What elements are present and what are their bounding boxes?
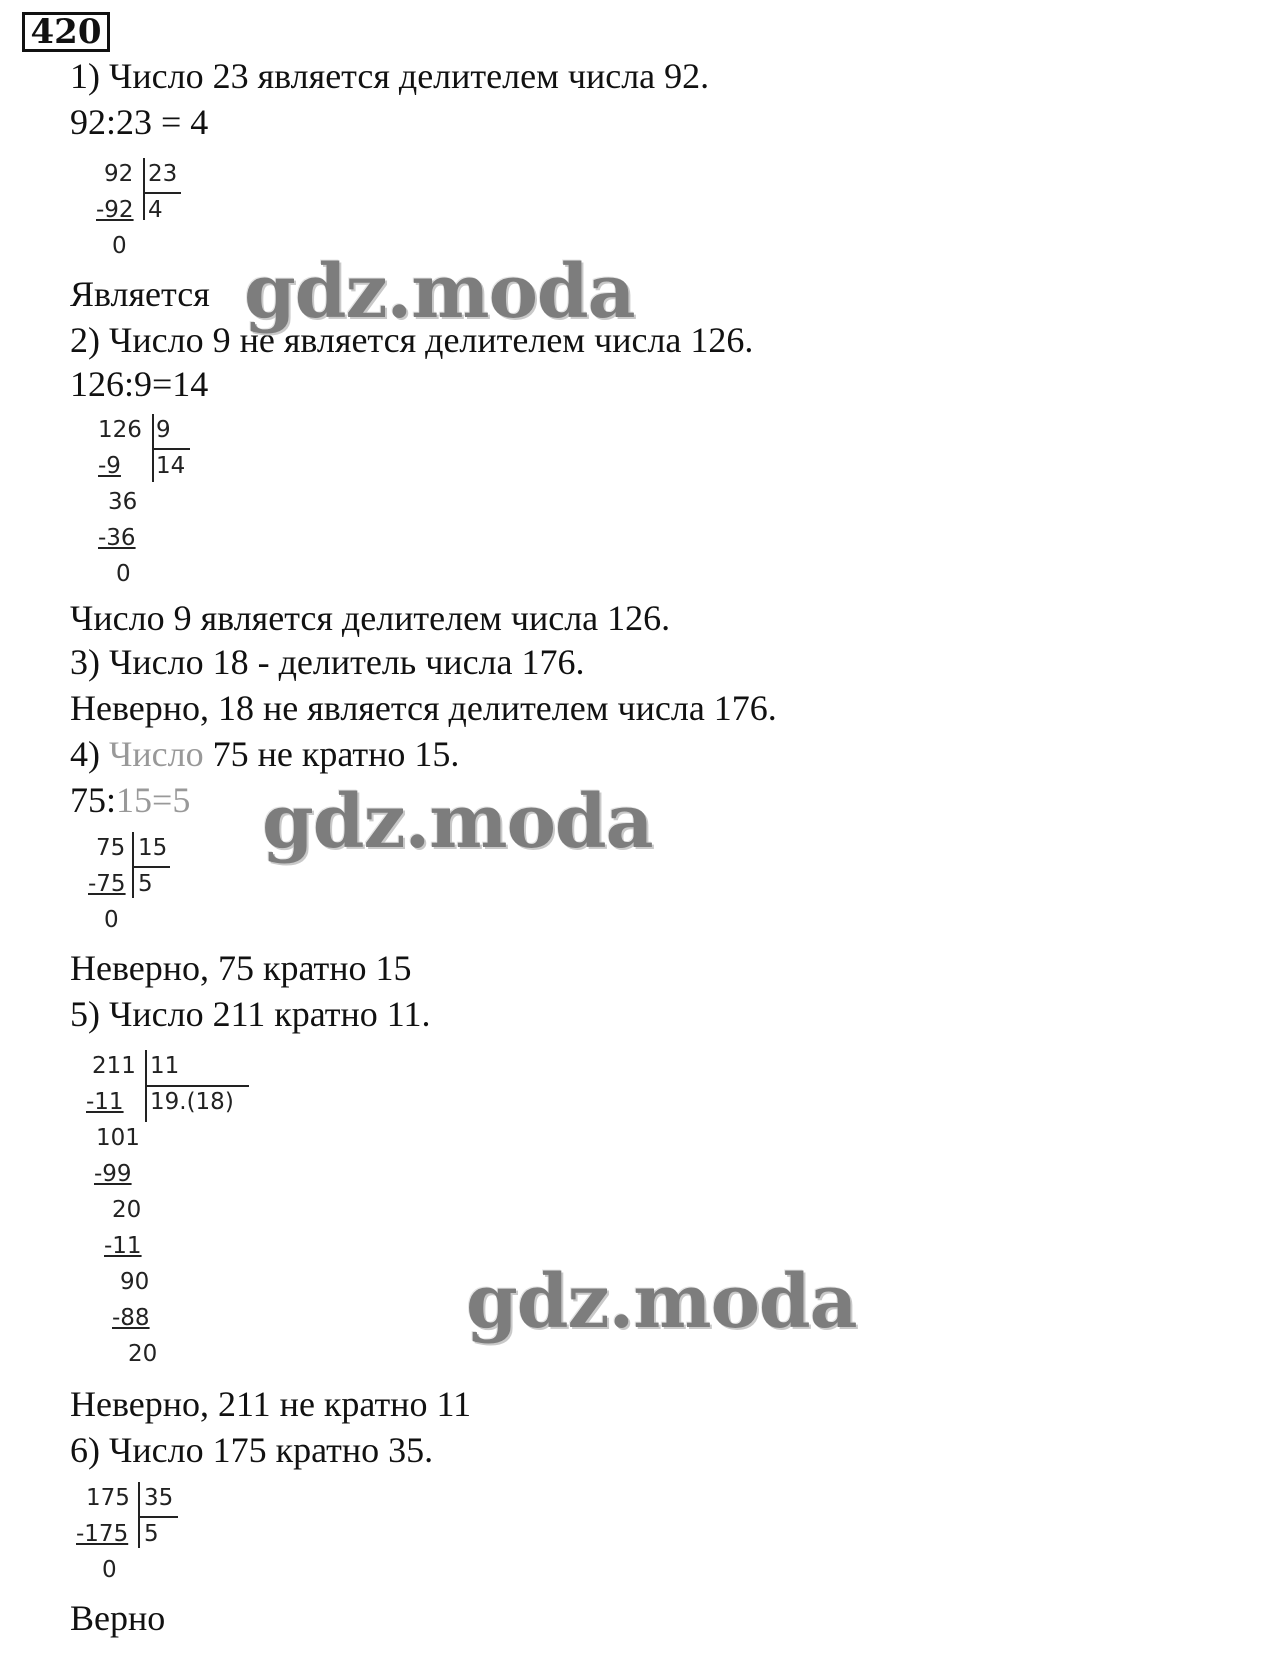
watermark-1: gdz.moda [244,249,635,335]
div5-horizontal-line [145,1085,249,1087]
div4-remainder: 0 [104,907,119,933]
div6-vertical-line [138,1482,140,1548]
watermark-2: gdz.moda [262,779,653,865]
div2-subtrahend-2: -36 [98,525,136,551]
div4-vertical-line [132,832,134,898]
statement-4-prefix: 4) [70,734,109,774]
div1-quotient: 4 [148,197,163,223]
div2-divisor: 9 [156,417,171,443]
equation-1: 92:23 = 4 [70,102,209,142]
div1-horizontal-line [143,192,181,194]
div6-horizontal-line [138,1516,178,1518]
div2-dividend: 126 [98,417,142,443]
equation-4-part-a: 75: [70,780,117,820]
answer-5: Неверно, 211 не кратно 11 [70,1384,472,1424]
statement-3: 3) Число 18 - делитель числа 176. [70,642,585,682]
div2-horizontal-line [152,448,190,450]
div5-dividend: 211 [92,1053,136,1079]
answer-4: Неверно, 75 кратно 15 [70,948,412,988]
div5-step-2: 20 [112,1197,142,1223]
div5-subtrahend-3: -11 [104,1233,142,1259]
div5-subtrahend-1: -11 [86,1089,124,1115]
div5-quotient: 19.(18) [150,1089,234,1115]
div2-subtrahend-1: -9 [98,453,121,479]
div1-vertical-line [143,158,145,220]
equation-4 [70,780,190,820]
answer-6: Верно [70,1598,166,1638]
watermark-3: gdz.moda [466,1259,857,1345]
div1-subtrahend: -92 [96,197,134,223]
div4-divisor: 15 [138,835,168,861]
statement-6: 6) Число 175 кратно 35. [70,1430,434,1470]
div4-quotient: 5 [138,871,153,897]
div6-divisor: 35 [144,1485,174,1511]
statement-4-rest: 75 не кратно 15. [203,734,460,774]
div5-remainder: 20 [128,1341,158,1367]
statement-4-faded-word: Число [109,734,204,774]
problem-number: 420 [22,12,110,52]
div5-subtrahend-4: -88 [112,1305,150,1331]
div6-subtrahend: -175 [76,1521,129,1547]
div2-remainder: 0 [116,561,131,587]
div2-quotient: 14 [156,453,186,479]
div6-dividend: 175 [86,1485,130,1511]
answer-3: Неверно, 18 не является делителем числа 176. [70,688,777,728]
div6-remainder: 0 [102,1557,117,1583]
div5-step-3: 90 [120,1269,150,1295]
statement-4 [70,734,459,774]
answer-1: Является [70,274,210,314]
div4-horizontal-line [132,866,170,868]
statement-2: 2) Число 9 не является делителем числа 126. [70,320,754,360]
div4-dividend: 75 [96,835,126,861]
answer-2: Число 9 является делителем числа 126. [70,598,671,638]
div5-divisor: 11 [150,1053,180,1079]
statement-5: 5) Число 211 кратно 11. [70,994,431,1034]
div2-step: 36 [108,489,138,515]
div6-quotient: 5 [144,1521,159,1547]
div5-subtrahend-2: -99 [94,1161,132,1187]
div1-remainder: 0 [112,233,127,259]
statement-1: 1) Число 23 является делителем числа 92. [70,56,710,96]
equation-4-part-b: 15=5 [116,780,191,820]
div4-subtrahend: -75 [88,871,126,897]
div5-step-1: 101 [96,1125,140,1151]
equation-2: 126:9=14 [70,364,209,404]
div1-dividend: 92 [104,161,134,187]
div1-divisor: 23 [148,161,178,187]
